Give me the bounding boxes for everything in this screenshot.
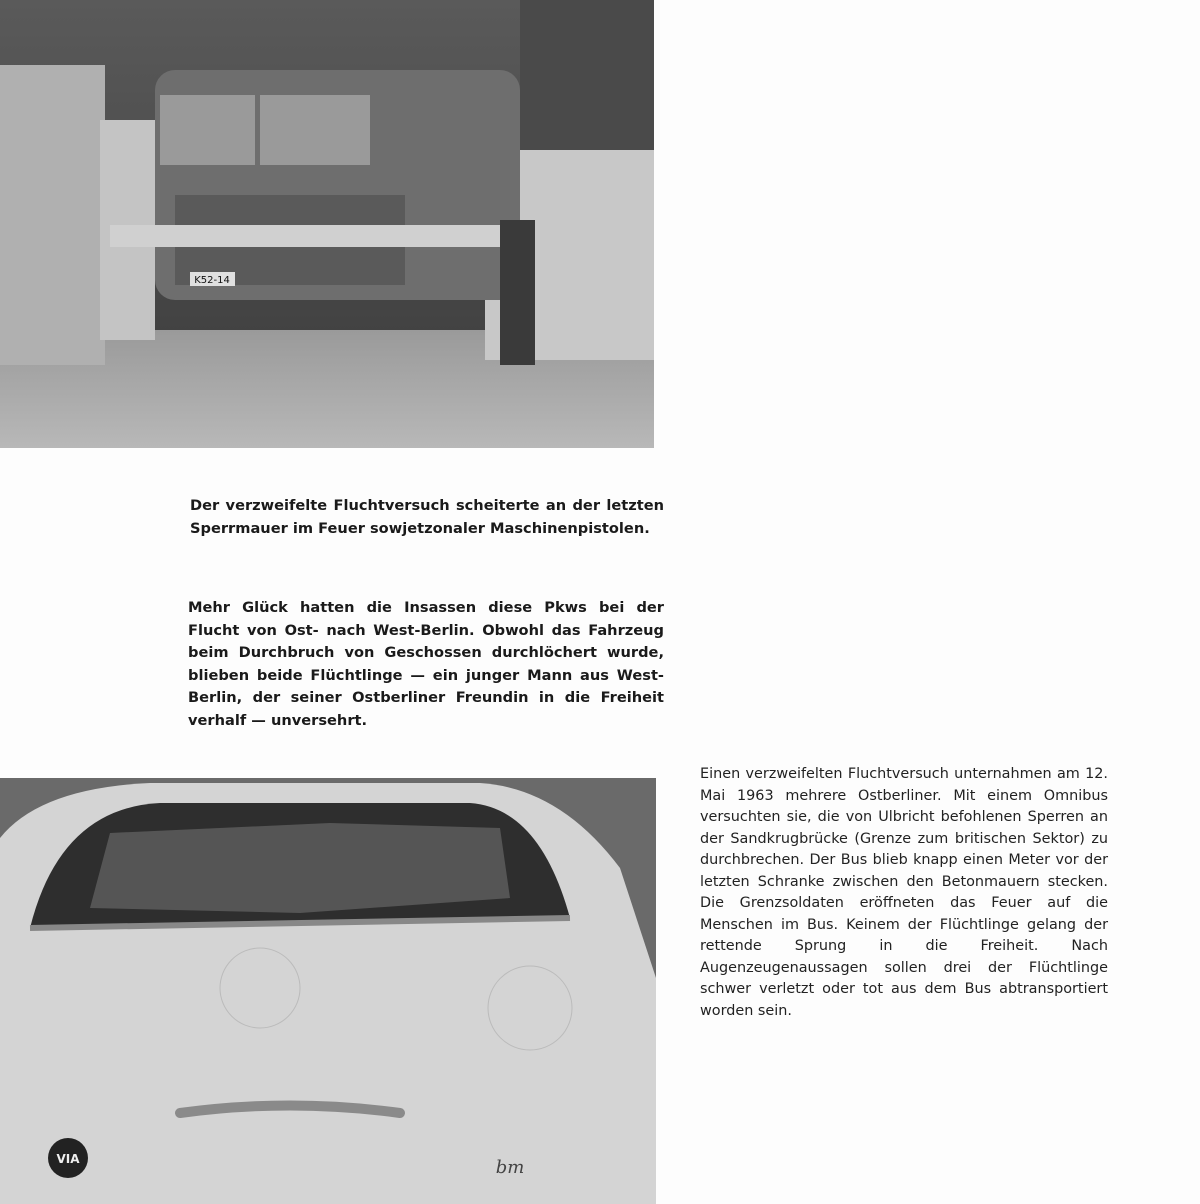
via-logo: VIA [56,1152,80,1166]
caption-bus-photo: Der verzweifelte Fluchtversuch scheiterte an der letzten Sperrmauer im Feuer sowjetzonaler Maschinenpistolen. [190,497,664,537]
body-text: Einen verzweifelten Fluchtversuch unternahmen am 12. Mai 1963 mehrere Ostberliner. Mit einem Omnibus versuchten sie, die von Ulbricht befohlenen Sperren an der Sandkrugbrücke (Grenze zum britischen Sektor) zu durchbrechen. Der Bus blieb knapp einen Meter vor der letzten Schranke zwischen den Betonmauern stecken. Die Grenzsoldaten eröffneten das Feuer auf die Menschen im Bus. Keinem der Flüchtlinge gelang der rettende Sprung in die Freiheit. Nach Augenzeugenaussagen sollen drei der Flüchtlinge schwer verletzt oder tot aus dem Bus abtransportiert worden sein. [700,766,1108,1019]
photo-bus-at-barrier [0,0,654,448]
caption-car-photo: Mehr Glück hatten die Insassen diese Pkws bei der Flucht von Ost- nach West-Berlin. Obwohl das Fahrzeug beim Durchbruch von Geschossen durchlöchert wurde, blieben beide Flüchtlinge — ein junger Mann aus West-Berlin, der seiner Ostberliner Freundin in die Freiheit verhalf — unversehrt. [188,599,664,729]
license-plate: K52-14 [194,275,230,286]
photo-damaged-car [0,778,656,1204]
car-emblem: bm [495,1157,525,1178]
